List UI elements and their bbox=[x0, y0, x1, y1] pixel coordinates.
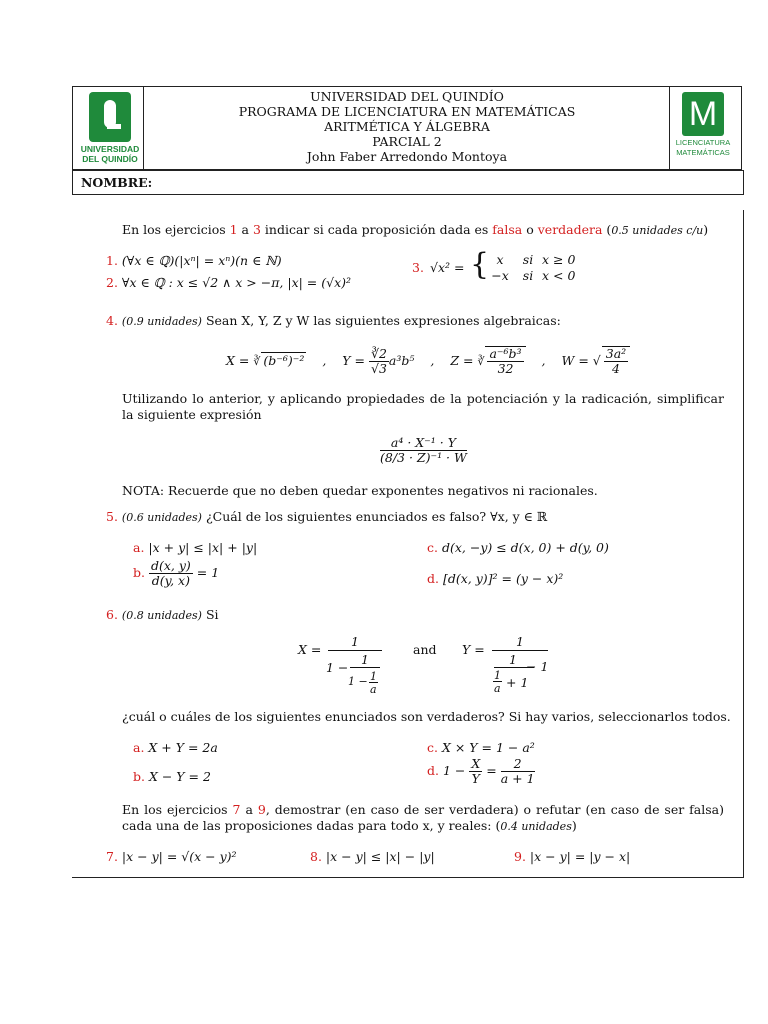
q5-option-a[interactable] bbox=[133, 540, 257, 555]
y-minus-one: − 1 bbox=[526, 659, 549, 674]
intro-text: ( bbox=[602, 222, 612, 237]
intro-text: En los ejercicios bbox=[122, 222, 230, 237]
x-inner-numerator: 1 bbox=[361, 652, 369, 667]
x-deep-denominator: a bbox=[370, 683, 377, 696]
option-label: a. bbox=[133, 540, 145, 555]
y-plus-one: + 1 bbox=[506, 675, 529, 690]
x-lhs: X = bbox=[226, 353, 250, 368]
option-label: c. bbox=[427, 540, 438, 555]
fraction-denominator: a + 1 bbox=[500, 771, 535, 786]
cube-root-sign: ∛ bbox=[253, 355, 261, 368]
logo-right-text1: LICENCIATURA bbox=[675, 138, 731, 147]
option-text: X − Y = 2 bbox=[148, 769, 211, 784]
q6-y-definition bbox=[462, 634, 562, 694]
logo-left-text1: UNIVERSIDAD bbox=[80, 144, 140, 154]
y-lhs: Y = bbox=[342, 353, 365, 368]
question-9 bbox=[514, 849, 630, 864]
question-number: 9. bbox=[514, 849, 526, 864]
option-label: b. bbox=[133, 769, 145, 784]
header-university: UNIVERSIDAD DEL QUINDÍO bbox=[310, 89, 504, 104]
x-deep-numerator: 1 bbox=[370, 670, 377, 683]
intro-ref-3: 3 bbox=[252, 222, 261, 237]
y-numerator: 1 bbox=[516, 634, 524, 649]
option-label: a. bbox=[133, 740, 145, 755]
question-number: 5. bbox=[106, 509, 118, 524]
question-number: 6. bbox=[106, 607, 118, 622]
option-b-fraction bbox=[149, 559, 193, 588]
x-radicand: (b⁻⁶)⁻² bbox=[263, 353, 305, 368]
intro-verdadera: verdadera bbox=[537, 222, 603, 237]
option-label: c. bbox=[427, 740, 438, 755]
university-logo bbox=[80, 90, 140, 165]
licenciatura-logo bbox=[670, 90, 736, 165]
option-d-left-fraction bbox=[469, 757, 482, 786]
case-si: si bbox=[522, 252, 534, 267]
logo-left-text2: DEL QUINDÍO bbox=[82, 154, 138, 164]
y-tail: a³b⁵ bbox=[388, 353, 415, 368]
final-text: ) bbox=[571, 818, 577, 833]
question-number: 7. bbox=[106, 849, 118, 864]
option-text: = 1 bbox=[196, 565, 220, 580]
x-lhs: X = bbox=[298, 642, 322, 657]
q4-target-expression bbox=[380, 436, 467, 465]
q6-question: ¿cuál o cuáles de los siguientes enunciados son verdaderos? Si hay varios, seleccionarlos todos. bbox=[122, 709, 731, 724]
question-7-text: |x − y| = √(x − y)² bbox=[121, 849, 237, 864]
logo-right-letter: M bbox=[688, 95, 718, 133]
intro-points: 0.5 unidades c/u bbox=[611, 224, 704, 237]
separator: , bbox=[322, 353, 327, 368]
z-denominator: 32 bbox=[497, 361, 514, 376]
w-denominator: 4 bbox=[612, 361, 620, 376]
y-inner-numerator: 1 bbox=[509, 652, 517, 667]
option-label: d. bbox=[427, 571, 439, 586]
target-numerator: a⁴ · X⁻¹ · Y bbox=[380, 436, 467, 451]
question-8-text: |x − y| ≤ |x| − |y| bbox=[325, 849, 435, 864]
question-4-text: Sean X, Y, Z y W las siguientes expresiones algebraicas: bbox=[201, 313, 561, 328]
separator: , bbox=[541, 353, 546, 368]
question-1 bbox=[106, 253, 282, 268]
intro-instructions bbox=[122, 222, 722, 239]
question-3-lhs: √x² = bbox=[430, 260, 465, 275]
final-text: , demostrar (en caso de ser verdadera) o refutar (en caso de ser falsa) cada una de las proposiciones dadas para todo x, y reales: ( bbox=[122, 802, 724, 833]
y-denominator: √3 bbox=[370, 361, 387, 376]
question-5 bbox=[106, 509, 547, 524]
q6-option-c[interactable] bbox=[427, 740, 535, 755]
option-text: |x + y| ≤ |x| + |y| bbox=[148, 540, 258, 555]
question-6 bbox=[106, 607, 219, 622]
question-7 bbox=[106, 849, 237, 864]
q4-expressions: X = ∛ (b⁻⁶)⁻² , Y = $\frac{∛2}{√3}$ a³b⁵ , Z = ∛ $\frac{\text{a⁻⁶b³}}{32}$ , W = √ $\frac{\text{3a²}}{4}$ bbox=[226, 346, 630, 376]
w-numerator: 3a² bbox=[605, 346, 627, 361]
w-fraction bbox=[604, 347, 628, 376]
option-label: b. bbox=[133, 565, 145, 580]
y-fraction bbox=[369, 347, 389, 376]
question-8 bbox=[310, 849, 435, 864]
x-numerator: 1 bbox=[351, 634, 359, 649]
question-number: 8. bbox=[310, 849, 322, 864]
y-deep-denominator: a bbox=[494, 682, 501, 695]
equals-sign: = bbox=[486, 763, 497, 778]
q4-note: NOTA: Recuerde que no deben quedar exponentes negativos ni racionales. bbox=[122, 483, 598, 498]
intro-ref-1: 1 bbox=[229, 222, 238, 237]
question-number: 3. bbox=[412, 260, 424, 275]
header-box bbox=[72, 86, 742, 170]
question-2-text: ∀x ∈ ℚ : x ≤ √2 ∧ x > −π, |x| = (√x)² bbox=[121, 275, 352, 290]
cube-root-sign: ∛ bbox=[477, 355, 485, 368]
intro-text: a bbox=[237, 222, 253, 237]
question-points: (0.6 unidades) bbox=[121, 511, 202, 524]
option-label: d. bbox=[427, 763, 439, 778]
option-text: d(x, −y) ≤ d(x, 0) + d(y, 0) bbox=[441, 540, 609, 555]
brace: { bbox=[470, 247, 490, 282]
question-6-text: Si bbox=[201, 607, 219, 622]
question-number: 2. bbox=[106, 275, 118, 290]
target-fraction bbox=[380, 436, 467, 465]
question-number: 1. bbox=[106, 253, 118, 268]
fraction-denominator: Y bbox=[471, 771, 480, 786]
target-denominator: (8/3 · Z)⁻¹ · W bbox=[380, 450, 467, 465]
q5-option-b[interactable] bbox=[133, 559, 219, 588]
question-1-text: (∀x ∈ ℚ)(|xⁿ| = xⁿ)(n ∈ ℕ) bbox=[121, 253, 282, 268]
x-inner-prefix: 1 − bbox=[348, 675, 368, 688]
case-value: x bbox=[496, 252, 504, 267]
question-4 bbox=[106, 313, 561, 328]
q5-option-d[interactable] bbox=[427, 571, 563, 586]
header-text bbox=[143, 87, 671, 164]
fraction-numerator: 2 bbox=[501, 757, 535, 772]
q6-and: and bbox=[413, 642, 437, 657]
final-instructions bbox=[122, 802, 724, 835]
y-deep-numerator: 1 bbox=[494, 669, 501, 682]
intro-text: o bbox=[522, 222, 538, 237]
final-text: En los ejercicios bbox=[122, 802, 233, 817]
final-ref-9: 9 bbox=[257, 802, 266, 817]
intro-text: indicar si cada proposición dada es bbox=[260, 222, 493, 237]
intro-text: ) bbox=[703, 222, 709, 237]
q6-option-b[interactable] bbox=[133, 769, 211, 784]
y-numerator: ∛2 bbox=[370, 346, 387, 361]
header-course: ARITMÉTICA Y ÁLGEBRA bbox=[324, 119, 490, 134]
fraction-denominator: d(y, x) bbox=[151, 573, 190, 588]
question-2 bbox=[106, 275, 351, 290]
question-points: (0.9 unidades) bbox=[121, 315, 202, 328]
x-denominator-prefix: 1 − bbox=[326, 660, 349, 675]
z-lhs: Z = bbox=[450, 353, 474, 368]
option-text: [d(x, y)]² = (y − x)² bbox=[442, 571, 564, 586]
z-numerator: a⁻⁶b³ bbox=[489, 346, 522, 361]
option-d-right-fraction bbox=[501, 757, 535, 786]
q6-option-a[interactable] bbox=[133, 740, 218, 755]
case-condition: x ≥ 0 bbox=[542, 252, 576, 267]
case-condition: x < 0 bbox=[542, 268, 576, 283]
final-points: 0.4 unidades bbox=[500, 820, 572, 833]
header-exam: PARCIAL 2 bbox=[372, 134, 442, 149]
final-text: a bbox=[240, 802, 258, 817]
y-lhs: Y = bbox=[462, 642, 485, 657]
question-5-text: ¿Cuál de los siguientes enunciados es falso? ∀x, y ∈ ℝ bbox=[201, 509, 548, 524]
separator: , bbox=[430, 353, 435, 368]
fraction-numerator: X bbox=[471, 756, 481, 771]
name-label: NOMBRE: bbox=[81, 175, 153, 190]
q5-option-c[interactable] bbox=[427, 540, 609, 555]
question-number: 4. bbox=[106, 313, 118, 328]
question-points: (0.8 unidades) bbox=[121, 609, 202, 622]
final-ref-7: 7 bbox=[232, 802, 241, 817]
q4-instruction: Utilizando lo anterior, y aplicando propiedades de la potenciación y la radicación, simplificar la siguiente expresión bbox=[122, 391, 724, 422]
case-value: −x bbox=[491, 268, 509, 283]
q6-option-d[interactable] bbox=[427, 757, 535, 786]
name-box[interactable] bbox=[72, 170, 744, 195]
w-lhs: W = bbox=[561, 353, 589, 368]
z-fraction bbox=[487, 347, 523, 376]
logo-right-text2: MATEMÁTICAS bbox=[676, 148, 730, 157]
option-text: X × Y = 1 − a² bbox=[441, 740, 535, 755]
option-text: X + Y = 2a bbox=[148, 740, 218, 755]
case-si: si bbox=[522, 268, 534, 283]
intro-falsa: falsa bbox=[492, 222, 523, 237]
fraction-numerator: d(x, y) bbox=[150, 558, 191, 573]
q6-x-definition bbox=[298, 634, 398, 694]
question-9-text: |x − y| = |y − x| bbox=[529, 849, 631, 864]
header-author: John Faber Arredondo Montoya bbox=[306, 149, 508, 164]
option-text: 1 − bbox=[442, 763, 466, 778]
header-program: PROGRAMA DE LICENCIATURA EN MATEMÁTICAS bbox=[238, 104, 576, 119]
